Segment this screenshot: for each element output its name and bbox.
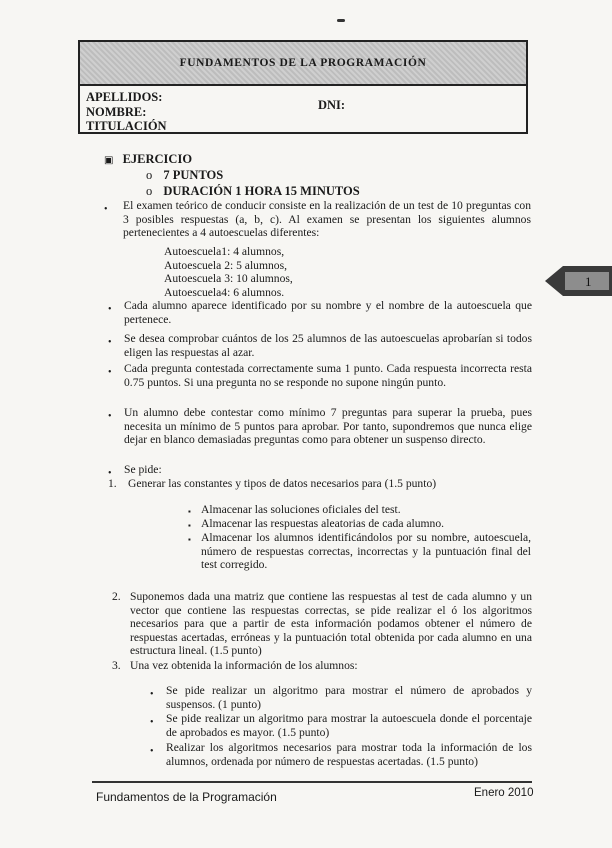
bullet-icon: • bbox=[108, 337, 112, 348]
circle-bullet-icon: o bbox=[146, 168, 153, 182]
task-subitem: Se pide realizar un algoritmo para mostrar la autoescuela donde el porcentaje de aprobados es mayor. (1.5 punto) bbox=[166, 712, 532, 739]
titulacion-label: TITULACIÓN bbox=[86, 119, 167, 133]
task-subitem: Realizar los algoritmos necesarios para mostrar toda la información de los alumnos, ordenada por número de respuestas acertadas. (1.5 punto) bbox=[166, 741, 532, 768]
task-text: Generar las constantes y tipos de datos necesarios para (1.5 punto) bbox=[128, 477, 437, 490]
bullet-icon: • bbox=[108, 367, 112, 378]
square-bullet-icon: ▪ bbox=[188, 535, 191, 544]
bullet-item: Un alumno debe contestar como mínimo 7 preguntas para superar la prueba, pues necesita un mínimo de 5 puntos para aprobar. Por tanto, supondremos que nunca elige dejar en blanco demasiadas preguntas como para obtener un suspenso directo. bbox=[124, 406, 532, 447]
intro-paragraph: El examen teórico de conducir consiste en la realización de un test de 10 preguntas con 3 posibles respuestas (a, b, c). Al examen se presentan los siguientes alumnos pertenecientes a 4 autoescuelas diferentes: bbox=[123, 199, 531, 240]
school-item: Autoescuela 2: 5 alumnos, bbox=[164, 258, 287, 272]
apellidos-label: APELLIDOS: bbox=[86, 90, 163, 104]
task-subitem: Se pide realizar un algoritmo para mostrar el número de aprobados y suspensos. (1 punto) bbox=[166, 684, 532, 711]
task-number: 3. bbox=[112, 659, 121, 672]
footer-divider bbox=[92, 781, 532, 783]
course-title: FUNDAMENTOS DE LA PROGRAMACIÓN bbox=[179, 57, 427, 69]
dni-label: DNI: bbox=[318, 98, 346, 112]
bullet-icon: • bbox=[150, 746, 154, 757]
bullet-item: Cada pregunta contestada correctamente suma 1 punto. Cada respuesta incorrecta resta 0.75 puntos. Si una pregunta no se responde no supone ningún punto. bbox=[124, 362, 532, 389]
school-item: Autoescuela4: 6 alumnos. bbox=[164, 285, 285, 299]
bullet-item: Cada alumno aparece identificado por su nombre y el nombre de la autoescuela que pertenece. bbox=[124, 299, 532, 326]
bullet-icon: • bbox=[108, 304, 112, 315]
page-number: 1 bbox=[585, 274, 592, 289]
task-text: Una vez obtenida la información de los alumnos: bbox=[130, 659, 358, 672]
bullet-icon: • bbox=[104, 204, 108, 215]
task-subitem: Almacenar las soluciones oficiales del test. bbox=[201, 503, 401, 516]
page-title bbox=[78, 40, 528, 86]
checkbox-bullet-icon: ▣ bbox=[104, 155, 114, 166]
nombre-label: NOMBRE: bbox=[86, 105, 147, 119]
bullet-icon: • bbox=[150, 717, 154, 728]
school-list bbox=[164, 245, 293, 299]
circle-bullet-icon: o bbox=[146, 184, 153, 198]
bullet-item: Se pide: bbox=[124, 463, 162, 476]
student-info-box bbox=[78, 86, 528, 134]
footer-date: Enero 2010 bbox=[474, 787, 534, 799]
exercise-heading: ▣ EJERCICIO bbox=[104, 152, 193, 166]
school-item: Autoescuela 3: 10 alumnos, bbox=[164, 272, 293, 286]
scan-mark bbox=[337, 19, 345, 22]
school-item: Autoescuela1: 4 alumnos, bbox=[164, 245, 285, 258]
bullet-icon: • bbox=[108, 411, 112, 422]
square-bullet-icon: ▪ bbox=[188, 521, 191, 530]
bullet-icon: • bbox=[108, 468, 112, 479]
task-subitem: Almacenar los alumnos identificándolos por su nombre, autoescuela, número de respuestas correctas, incorrectas y la puntuación final del test corregido. bbox=[201, 531, 531, 572]
task-subitem: Almacenar las respuestas aleatorias de cada alumno. bbox=[201, 517, 445, 530]
task-text: Suponemos dada una matriz que contiene las respuestas al test de cada alumno y un vector que contiene las respuestas correctas, se pide realizar el ó los algoritmos necesarios para que a partir de esta información podamos obtener el número de respuestas acertadas, erróneas y la puntuación total obtenida por cada alumno en una estructura lineal. (1.5 punto) bbox=[130, 590, 532, 658]
page-number-tab bbox=[545, 264, 612, 298]
bullet-item: Se desea comprobar cuántos de los 25 alumnos de las autoescuelas aprobarían si todos eligen las respuestas al azar. bbox=[124, 332, 532, 359]
task-number: 2. bbox=[112, 590, 121, 603]
points-line: o 7 PUNTOS bbox=[146, 168, 224, 182]
task-number: 1. bbox=[108, 477, 117, 490]
square-bullet-icon: ▪ bbox=[188, 507, 191, 516]
duration-line: o DURACIÓN 1 HORA 15 MINUTOS bbox=[146, 184, 360, 198]
bullet-icon: • bbox=[150, 689, 154, 700]
footer-course: Fundamentos de la Programación bbox=[96, 790, 277, 804]
